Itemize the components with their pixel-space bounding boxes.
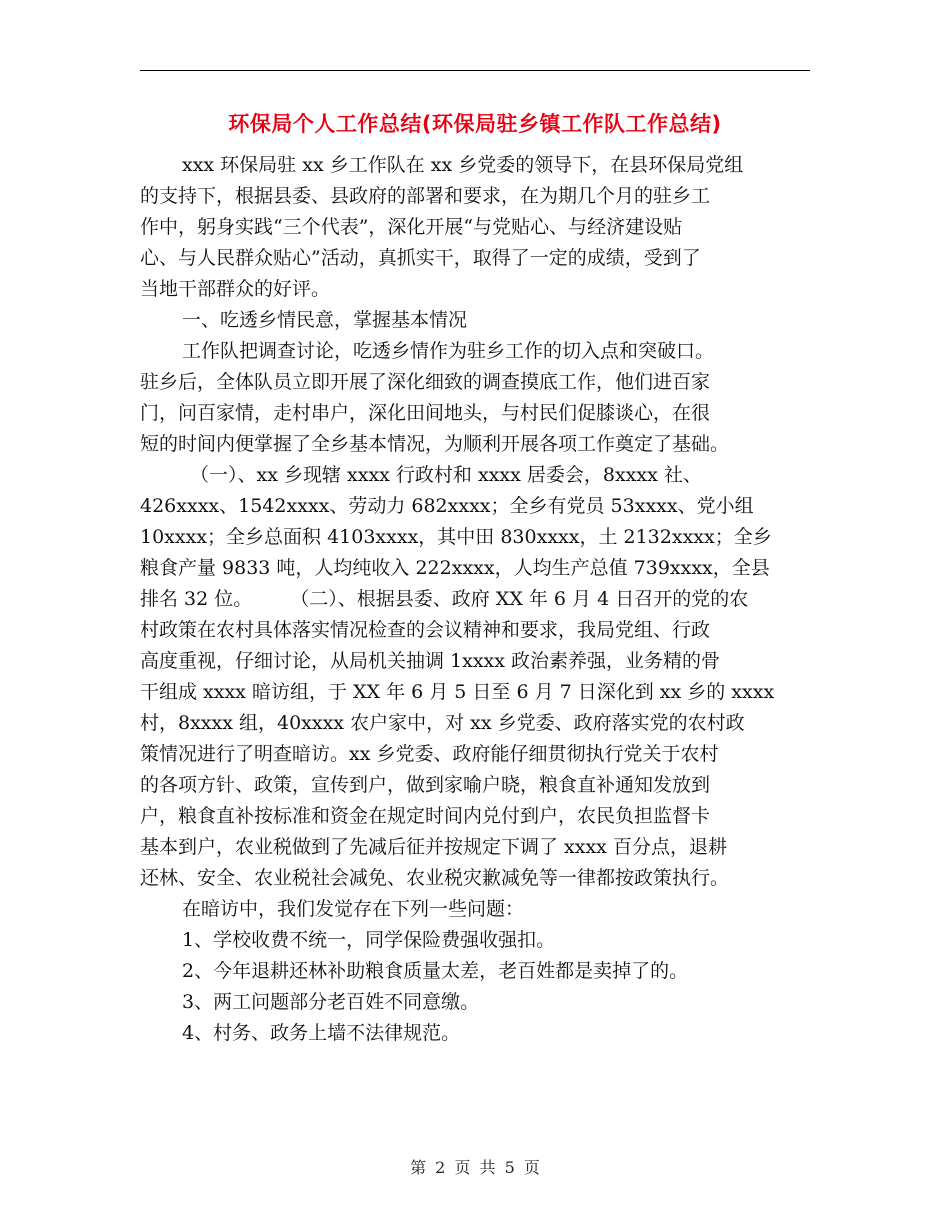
list-item: 2、今年退耕还林补助粮食质量太差，老百姓都是卖掉了的。 (182, 960, 689, 982)
body-line: 基本到户，农业税做到了先减后征并按规定下调了 xxxx 百分点，退耕 (140, 836, 727, 858)
body-line: 干组成 xxxx 暗访组，于 XX 年 6 月 5 日至 6 月 7 日深化到 xx 乡的 xxxx (140, 681, 775, 703)
body-line: 心、与人民群众贴心”活动，真抓实干，取得了一定的成绩，受到了 (140, 247, 701, 269)
body-line: 的支持下，根据县委、县政府的部署和要求，在为期几个月的驻乡工 (140, 185, 711, 207)
body-line: 高度重视，仔细讨论，从局机关抽调 1xxxx 政治素养强，业务精的骨 (140, 650, 721, 672)
body-line: 村，8xxxx 组，40xxxx 农户家中，对 xx 乡党委、政府落实党的农村政 (140, 712, 745, 734)
body-line: 户，粮食直补按标准和资金在规定时间内兑付到户，农民负担监督卡 (140, 805, 711, 827)
page-number: 第 2 页 共 5 页 (410, 1158, 540, 1177)
section-heading: 一、吃透乡情民意，掌握基本情况 (182, 309, 468, 331)
document-title: 环保局个人工作总结(环保局驻乡镇工作队工作总结) (228, 112, 722, 136)
body-line: 在暗访中，我们发觉存在下列一些问题： (182, 898, 525, 920)
body-line: 村政策在农村具体落实情况检查的会议精神和要求，我局党组、行政 (140, 619, 711, 641)
body-line: 的各项方针、政策，宣传到户，做到家喻户晓，粮食直补通知发放到 (140, 774, 711, 796)
document-body (140, 150, 810, 1049)
body-line: 还林、安全、农业税社会减免、农业税灾歉减免等一律都按政策执行。 (140, 867, 730, 889)
body-line: 粮食产量 9833 吨，人均纯收入 222xxxx，人均生产总值 739xxxx，全县 (140, 557, 770, 579)
body-line: 作中，躬身实践“三个代表”，深化开展“与党贴心、与经济建设贴 (140, 216, 683, 238)
list-item: 3、两工问题部分老百姓不同意缴。 (182, 991, 480, 1013)
list-item: 1、学校收费不统一，同学保险费强收强扣。 (182, 929, 556, 951)
body-line: 策情况进行了明查暗访。xx 乡党委、政府能仔细贯彻执行党关于农村 (140, 743, 719, 765)
body-line: 当地干部群众的好评。 (140, 278, 331, 300)
body-line: （一）、xx 乡现辖 xxxx 行政村和 xxxx 居委会，8xxxx 社、 (190, 464, 702, 486)
body-line: 门，问百家情，走村串户，深化田间地头，与村民们促膝谈心，在很 (140, 402, 711, 424)
body-line: xxx 环保局驻 xx 乡工作队在 xx 乡党委的领导下，在县环保局党组 (182, 154, 744, 176)
body-line: 426xxxx、1542xxxx、劳动力 682xxxx；全乡有党员 53xxxx、党小组 (140, 495, 754, 517)
body-line: 短的时间内便掌握了全乡基本情况，为顺利开展各项工作奠定了基础。 (140, 433, 730, 455)
list-item: 4、村务、政务上墙不法律规范。 (182, 1022, 461, 1044)
header-rule (140, 70, 810, 71)
body-line: 10xxxx；全乡总面积 4103xxxx，其中田 830xxxx，土 2132xxxx；全乡 (140, 526, 772, 548)
body-line: 驻乡后，全体队员立即开展了深化细致的调查摸底工作，他们进百家 (140, 371, 711, 393)
body-line: 工作队把调查讨论，吃透乡情作为驻乡工作的切入点和突破口。 (182, 340, 715, 362)
body-line: 排名 32 位。 （二）、根据县委、政府 XX 年 6 月 4 日召开的党的农 (140, 588, 749, 610)
